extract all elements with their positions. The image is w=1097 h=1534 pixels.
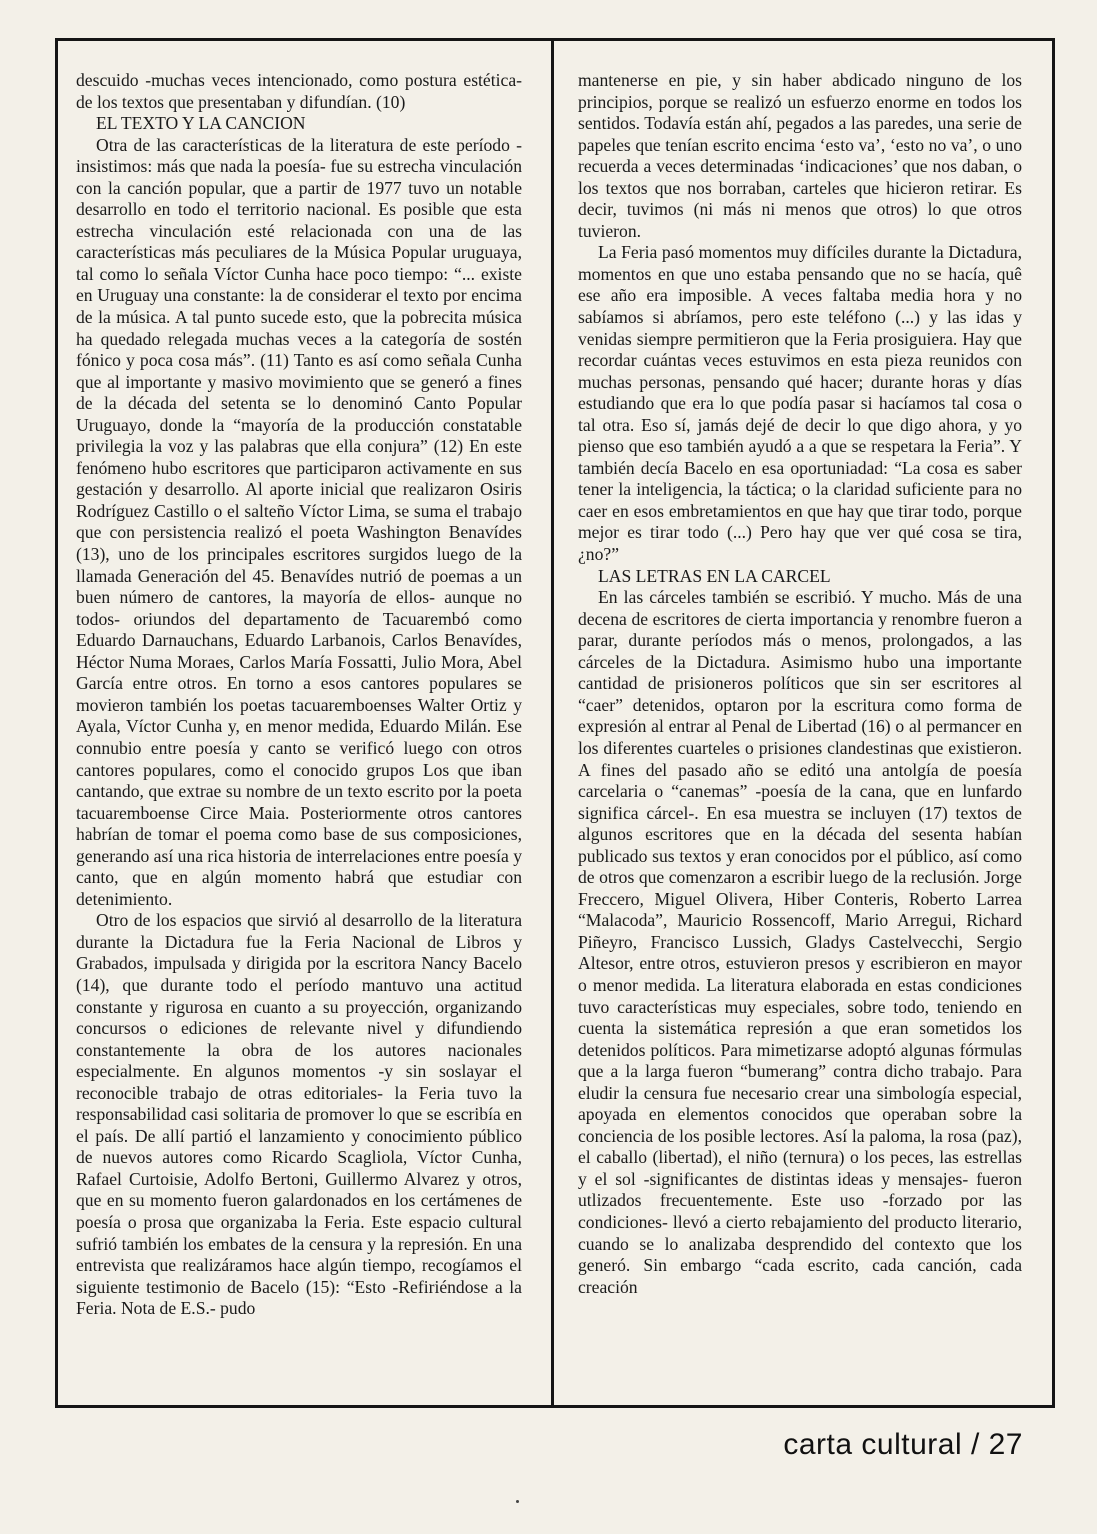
paragraph: mantenerse en pie, y sin haber abdicado ninguno de los principios, porque se realizó un esfuerzo enorme en todos los sentidos. Todavía están ahí, pegados a las paredes, una serie de papeles que tenían escrito encima ‘esto va’, ‘esto no va’, o uno recuerda a veces determinadas ‘indicaciones’ que nos daban, o los textos que nos borraban, carteles que hicieron retirar. Es decir, tuvimos (ni más ni menos que otros) lo que otros tuvieron. — [578, 70, 1022, 241]
right-column — [578, 70, 1022, 1298]
paragraph: descuido -muchas veces intencionado, como postura estética- de los textos que presentaban y difundían. (10) — [76, 70, 522, 112]
column-divider — [551, 38, 554, 1408]
page-footer: carta cultural / 27 — [783, 1428, 1023, 1461]
print-mark — [516, 1500, 519, 1503]
paragraph: Otra de las características de la literatura de este período -insistimos: más que nada la poesía- fue su estrecha vinculación con la canción popular, que a partir de 1977 tuvo un notable desarrollo en todo el territorio nacional. Es posible que esta estrecha vinculación esté relacionada con una de las características más peculiares de la Música Popular uruguaya, tal como lo señala Víctor Cunha hace poco tiempo: “... existe en Uruguay una constante: la de considerar el texto por encima de la música. A tal punto sucede esto, que la pobrecita música ha quedado relegada muchas veces a la categoría de sostén fónico y poca cosa más”. (11) Tanto es así como señala Cunha que al importante y masivo movimiento que se generó a fines de la década del setenta se lo denominó Canto Popular Uruguayo, donde la “mayoría de la producción constatable privilegia la voz y las palabras que ella conjura” (12) En este fenómeno hubo escritores que participaron activamente en sus gestación y desarrollo. Al aporte inicial que realizaron Osiris Rodríguez Castillo o el salteño Víctor Lima, se suma el trabajo que con persistencia realizó el poeta Washington Benavídes (13), uno de los principales escritores surgidos luego de la llamada Generación del 45. Benavídes nutrió de poemas a un buen número de cantores, la mayoría de ellos- aunque no todos- oriundos del departamento de Tacuarembó como Eduardo Darnauchans, Eduardo Larbanois, Carlos Benavídes, Héctor Numa Moraes, Carlos María Fossatti, Julio Mora, Abel García entre otros. En torno a esos cantores populares se movieron también los poetas tacuaremboenses Walter Ortiz y Ayala, Víctor Cunha y, en menor medida, Eduardo Milán. Ese connubio entre poesía y canto se verificó luego con otros cantores populares, como el conocido grupos Los que iban cantando, que extrae su nombre de un texto escrito por la poeta tacuaremboense Circe Maia. Posteriormente otros cantores habrían de tomar el poema como base de sus composiciones, generando así una rica historia de interrelaciones entre poesía y canto, que en algún momento habrá que estudiar con detenimiento. — [76, 134, 523, 909]
left-column — [76, 70, 522, 1320]
paragraph: La Feria pasó momentos muy difíciles durante la Dictadura, momentos en que uno estaba pensando que no se hacía, quê ese año era imposible. A veces faltaba media hora y no sabíamos si abríamos, pero este teléfono (...) y las idas y venidas siempre permitieron que la Feria prosiguiera. Hay que recordar cuántas veces estuvimos en esta pieza reunidos con muchas personas, pensando qué hacer; durante horas y días estudiando que era lo que podía pasar si hacíamos tal cosa o tal otra. Eso sí, jamás dejé de decir lo que digo ahora, y yo pienso que eso también ayudó a a que se respetara la Feria”. Y también decía Bacelo en esa oportuniadad: “La cosa es saber tener la inteligencia, la táctica; o la claridad suficiente para no caer en esos embretamientos en que hay que tirar todo, porque mejor es tirar todo (...) Pero hay que ver qué cosa se tira, ¿no?” — [578, 242, 1022, 565]
paragraph: Otro de los espacios que sirvió al desarrollo de la literatura durante la Dictadura fue la Feria Nacional de Libros y Grabados, impulsada y dirigida por la escritora Nancy Bacelo (14), que durante todo el período mantuvo una actitud constante y rigurosa en cuanto a su proyección, organizando concursos o ediciones de relevante nivel y difundiendo constantemente la obra de los autores nacionales especialmente. En algunos momentos -y sin soslayar el reconocible trabajo de otras editoriales- la Feria tuvo la responsabilidad casi solitaria de promover lo que se escribía en el país. De allí partió el lanzamiento y conocimiento público de nuevos autores como Ricardo Scagliola, Víctor Cunha, Rafael Curtoisie, Adolfo Bertoni, Guillermo Alvarez y otros, que en su momento fueron galardonados en los certámenes de poesía o prosa que organizaba la Feria. Este espacio cultural sufrió también los embates de la censura y la represión. En una entrevista que realizáramos hace algún tiempo, recogíamos el siguiente testimonio de Bacelo (15): “Esto -Refiriéndose a la Feria. Nota de E.S.- pudo — [76, 910, 522, 1319]
paragraph: En las cárceles también se escribió. Y mucho. Más de una decena de escritores de cierta importancia y renombre fueron a parar, durante períodos más o menos, prolongados, a las cárceles de la Dictadura. Asimismo hubo una importante cantidad de prisioneros políticos que sin ser escritores al “caer” detenidos, optaron por la escritura como forma de expresión al entrar al Penal de Libertad (16) o al permancer en los diferentes cuarteles o prisiones clandestinas que existieron. A fines del pasado año se editó una antolgía de poesía carcelaria o “canemas” -poesía de la cana, que en lunfardo significa cárcel-. En esa muestra se incluyen (17) textos de algunos escritores que en la década del sesenta habían publicado sus textos y eran conocidos por el público, así como de otros que comenzaron a escribir luego de la reclusión. Jorge Freccero, Miguel Olivera, Hiber Conteris, Roberto Larrea “Malacoda”, Mauricio Rossencoff, Mario Arregui, Richard Piñeyro, Francisco Lussich, Gladys Castelvecchi, Sergio Altesor, entre otros, estuvieron presos y escribieron en mayor o menor medida. La literatura elaborada en estas condiciones tuvo características muy especiales, sobre todo, teniendo en cuenta la sistemática represión a que eran sometidos los detenidos políticos. Para mimetizarse adoptó algunas fórmulas que a la larga fueron “bumerang” contra dicho trabajo. Para eludir la censura fue necesario crear una simbología especial, apoyada en elementos conocidos que operaban sobre la conciencia de los posible lectores. Así la paloma, la rosa (paz), el caballo (libertad), el niño (ternura) o los peces, las estrellas y el sol -significantes de distintas ideas y mensajes- fueron utlizados frecuentemente. Este uso -forzado por las condiciones- llevó a cierto rebajamiento del producto literario, cuando se lo analizaba desprendido del contexto que los generó. Sin embargo “cada escrito, cada canción, cada creación — [578, 587, 1022, 1297]
section-heading: LAS LETRAS EN LA CARCEL — [598, 565, 831, 586]
section-heading: EL TEXTO Y LA CANCION — [96, 113, 306, 134]
